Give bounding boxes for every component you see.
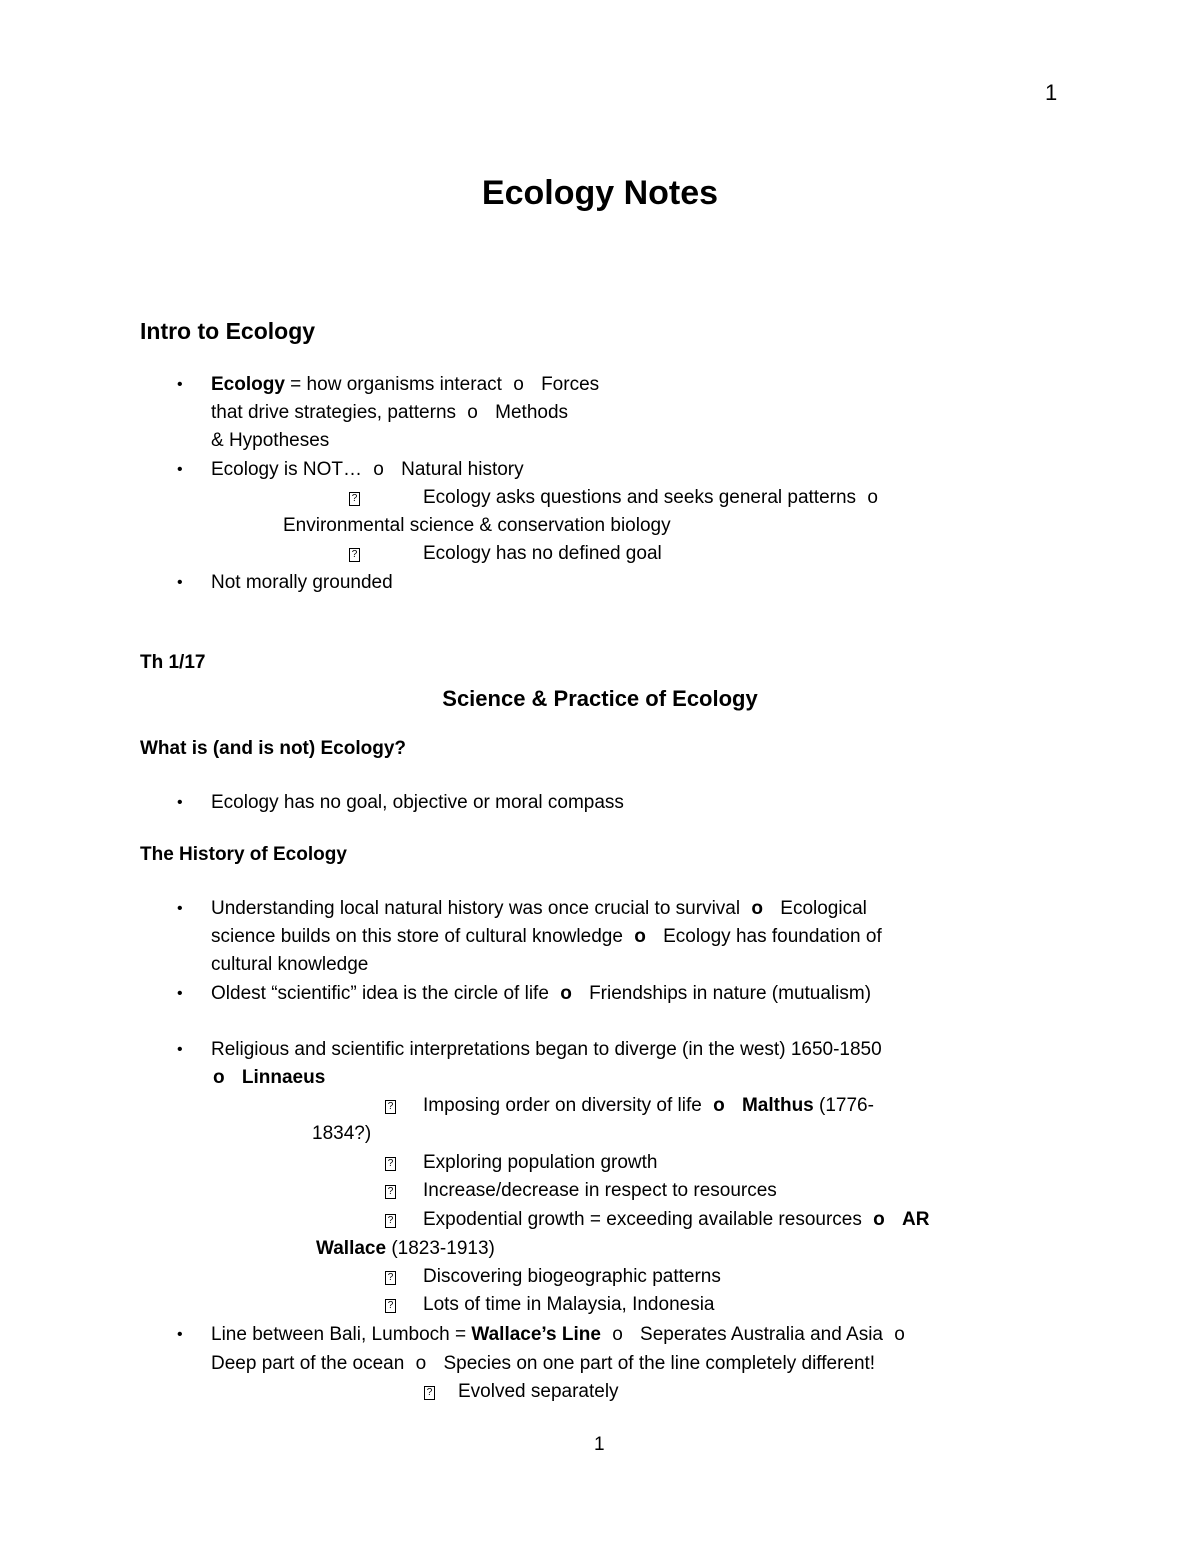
ecology-term: Ecology (211, 374, 285, 395)
intro-sub-methods: Methods (495, 402, 569, 423)
intro-sq-patterns: Ecology asks questions and seeks general patterns (423, 487, 857, 508)
square-bullet-icon: ? (349, 492, 360, 506)
bullet-icon: • (177, 794, 183, 811)
sub-bullet-icon: o (213, 1067, 225, 1088)
history-cultural-knowledge: cultural knowledge (211, 954, 369, 975)
intro-sub-environmental-science: Environmental science & conservation biology (283, 515, 671, 536)
intro-bullet-1-line-1 (211, 373, 599, 397)
intro-sq-1-line (423, 486, 878, 510)
ecology-is-not: Ecology is NOT… (211, 459, 362, 480)
history-science-builds: science builds on this store of cultural knowledge (211, 926, 623, 947)
history-order-line (423, 1094, 874, 1118)
bullet-icon: • (177, 1326, 183, 1343)
square-bullet-icon: ? (385, 1271, 396, 1285)
history-bullet-4-line-1 (211, 1323, 905, 1347)
subheading-history: The History of Ecology (140, 844, 347, 865)
square-bullet-icon: ? (385, 1157, 396, 1171)
bullet-icon: • (177, 376, 183, 393)
intro-not-morally-grounded: Not morally grounded (211, 572, 393, 593)
bullet-icon: • (177, 985, 183, 1002)
history-sub-mutualism: Friendships in nature (mutualism) (589, 983, 872, 1004)
square-bullet-icon: ? (349, 548, 360, 562)
ar-initials: AR (902, 1209, 930, 1230)
page-number-bottom: 1 (594, 1434, 605, 1455)
history-sub-seperates: Seperates Australia and Asia (640, 1324, 883, 1345)
intro-drive-text: that drive strategies, patterns (211, 402, 457, 423)
bullet-icon: • (177, 574, 183, 591)
square-bullet-icon: ? (385, 1299, 396, 1313)
malthus-years-start: (1776- (813, 1095, 874, 1116)
history-sq-order: Imposing order on diversity of life (423, 1095, 702, 1116)
history-linnaeus-line (213, 1066, 325, 1090)
sub-bullet-icon: o (867, 487, 878, 508)
history-sub-foundation: Ecology has foundation of (663, 926, 882, 947)
history-bullet-4-line-2 (211, 1352, 875, 1376)
sub-bullet-icon: o (612, 1324, 623, 1345)
square-bullet-icon: ? (424, 1386, 435, 1400)
intro-sq-no-goal: Ecology has no defined goal (423, 543, 662, 564)
bullet-icon: • (177, 461, 183, 478)
sub-bullet-icon: o (467, 402, 478, 423)
wallace-name: Wallace (316, 1238, 387, 1259)
history-natural-history-text: Understanding local natural history was once crucial to survival (211, 898, 741, 919)
intro-bullet-2-line-1 (211, 458, 524, 482)
history-deep-ocean: Deep part of the ocean (211, 1353, 405, 1374)
history-circle-of-life: Oldest “scientific” idea is the circle of life (211, 983, 549, 1004)
history-bullet-1-line-1 (211, 897, 867, 921)
history-bullet-1-line-2 (211, 925, 882, 949)
square-bullet-icon: ? (385, 1100, 396, 1114)
section-heading-intro: Intro to Ecology (140, 318, 316, 344)
bullet-icon: • (177, 900, 183, 917)
wallaces-line-term: Wallace’s Line (471, 1324, 601, 1345)
bullet-icon: • (177, 1041, 183, 1058)
square-bullet-icon: ? (385, 1185, 396, 1199)
history-sub-ecological: Ecological (780, 898, 867, 919)
history-exp-line (423, 1208, 929, 1232)
sub-bullet-icon: o (415, 1353, 427, 1374)
history-sq-malaysia: Lots of time in Malaysia, Indonesia (423, 1294, 715, 1315)
history-sq-expodential: Expodential growth = exceeding available resources (423, 1209, 862, 1230)
history-sq-resources: Increase/decrease in respect to resources (423, 1180, 777, 1201)
wallace-years: (1823-1913) (386, 1238, 495, 1259)
history-bullet-2-line-1 (211, 982, 871, 1006)
ecology-definition: = how organisms interact (284, 374, 502, 395)
sub-bullet-icon: o (513, 374, 524, 395)
lecture-date: Th 1/17 (140, 652, 206, 673)
malthus-years-end: 1834?) (312, 1123, 372, 1144)
history-sq-evolved: Evolved separately (458, 1381, 619, 1402)
history-sub-species: Species on one part of the line completely different! (443, 1353, 876, 1374)
sub-bullet-icon: o (894, 1324, 905, 1345)
sub-bullet-icon: o (873, 1209, 885, 1230)
linnaeus-name: Linnaeus (241, 1067, 326, 1088)
history-sq-population: Exploring population growth (423, 1152, 658, 1173)
page-number-top: 1 (1045, 80, 1058, 105)
malthus-name: Malthus (741, 1095, 814, 1116)
sub-bullet-icon: o (713, 1095, 725, 1116)
sub-bullet-icon: o (634, 926, 646, 947)
sub-bullet-icon: o (560, 983, 572, 1004)
intro-sub-natural-history: Natural history (401, 459, 524, 480)
sub-bullet-icon: o (373, 459, 384, 480)
intro-bullet-1-line-2 (211, 401, 568, 425)
square-bullet-icon: ? (385, 1214, 396, 1228)
intro-hypotheses: & Hypotheses (211, 430, 330, 451)
intro-sub-forces: Forces (541, 374, 600, 395)
history-sq-biogeographic: Discovering biogeographic patterns (423, 1266, 721, 1287)
no-goal-bullet: Ecology has no goal, objective or moral compass (211, 792, 624, 813)
history-religious-scientific: Religious and scientific interpretations began to diverge (in the west) 1650-1850 (211, 1039, 882, 1060)
history-bali-lumboch: Line between Bali, Lumboch = (211, 1324, 472, 1345)
subheading-what-is-ecology: What is (and is not) Ecology? (140, 738, 406, 759)
section-heading-science-practice: Science & Practice of Ecology (442, 686, 758, 711)
document-title: Ecology Notes (481, 174, 719, 212)
wallace-line-row (316, 1237, 495, 1261)
sub-bullet-icon: o (751, 898, 763, 919)
